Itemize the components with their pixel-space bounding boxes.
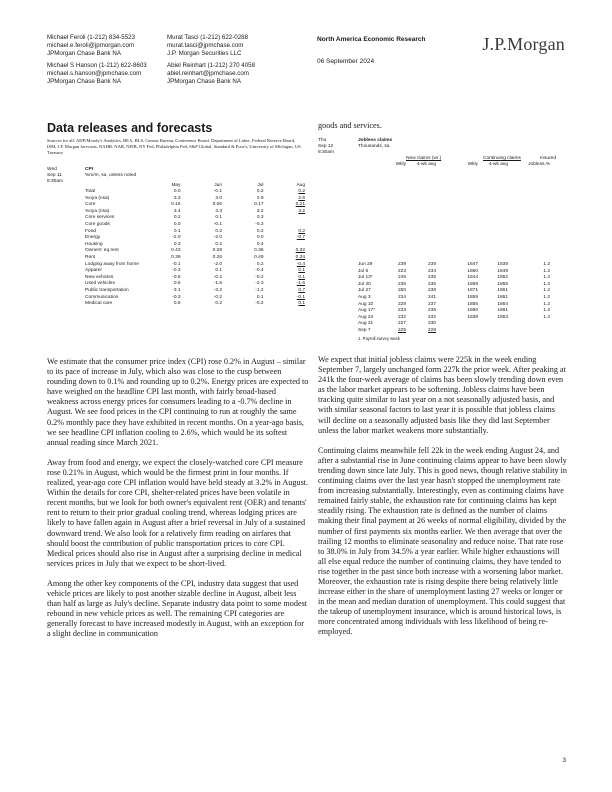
row-label: Total	[85, 189, 96, 194]
table-cell: 1869	[467, 281, 478, 287]
row-label: Communication	[85, 294, 119, 300]
row-label: Aug 3	[358, 294, 371, 300]
table-cell: 1.2	[543, 275, 550, 281]
paragraph: We expect that initial jobless claims were 225k in the week ending September 7, largely unchanged form 227k the prior week. After peaking at 241k the four-week average of claims has been slowly trending down even as the labor market appears to be softening. Jobless claims have been tracking quite similar to last year on a not seasonally adjusted basis, and with similar seasonal factors to last year it is possible that jobless claims will decline on a seasonally adjusted basis like they did last September unless the labor market weakens more substantially.	[318, 355, 566, 435]
table-cell: -0.2	[213, 294, 222, 300]
table-row	[47, 215, 305, 222]
jobless-release-when	[318, 138, 348, 156]
contact-email[interactable]: michael.e.feroli@jpmorgan.com	[47, 42, 135, 49]
table-cell: 3.2	[298, 208, 305, 214]
table-row	[47, 255, 305, 262]
table-cell: 0.16	[171, 202, 181, 208]
table-cell: 1844	[467, 275, 478, 281]
table-cell: 228	[427, 327, 436, 333]
row-label: New vehicles	[85, 274, 114, 280]
contact-org: JPMorgan Chase Bank NA	[167, 78, 241, 85]
group-header-new-claims: New claims (wr.)	[406, 156, 442, 161]
contact-org: JPMorgan Chase Bank NA	[47, 78, 121, 85]
table-cell: -0.7	[296, 235, 305, 241]
table-cell: 1853	[497, 314, 508, 320]
row-label: Sep 7	[358, 327, 371, 333]
table-cell: 230	[427, 321, 436, 327]
table-cell: -1.5	[213, 281, 222, 287]
table-cell: -2.3	[255, 281, 264, 287]
contact-block	[47, 62, 147, 86]
table-cell: -2.0	[213, 235, 222, 241]
contact-name: Abiel Reinhart (1-212) 270 4058	[167, 62, 256, 69]
jobless-subtitle: Thousands, sa	[358, 144, 390, 149]
table-row	[318, 262, 568, 269]
jobless-title: Jobless claims	[358, 138, 393, 143]
table-row	[47, 235, 305, 242]
cpi-col-header: Jun	[214, 183, 222, 188]
row-label: Used vehicles	[85, 281, 115, 287]
cpi-subtitle: %m/m, sa, unless noted	[85, 173, 137, 178]
jobless-claims-table	[318, 138, 568, 341]
table-cell: 3.3	[173, 195, 181, 201]
page-number: 3	[562, 757, 566, 764]
table-cell: 2.6	[298, 195, 305, 201]
table-row	[318, 302, 568, 309]
table-cell: 1.2	[543, 314, 550, 320]
table-cell: 0.2	[256, 228, 264, 234]
contact-name: Murat Tasci (1-212) 622-0288	[167, 34, 249, 41]
table-cell: 223	[397, 268, 406, 274]
table-cell: 0.2	[298, 189, 305, 194]
table-row	[47, 202, 305, 209]
table-cell: 228	[397, 301, 406, 307]
table-cell: 1838	[467, 314, 478, 320]
table-cell: -0.1	[213, 221, 222, 227]
table-cell: 0.2	[215, 241, 222, 247]
release-time: 8:30am	[47, 179, 63, 184]
table-cell: -2.0	[213, 261, 222, 267]
table-cell: 0.2	[256, 189, 264, 194]
table-row	[47, 189, 305, 196]
table-row	[47, 268, 305, 275]
table-row	[47, 222, 305, 229]
table-cell: 0.06	[212, 202, 222, 208]
table-cell: 236	[427, 308, 436, 314]
contact-org: JPMorgan Chase Bank NA	[47, 50, 121, 57]
table-cell: -1.2	[255, 287, 264, 293]
table-cell: 1859	[467, 294, 478, 300]
paragraph: Continuing claims meanwhile fell 22k in the week ending August 24, and after a substantial rise in June continuing claims appear to have been slowly trending down since late July. This is good news, though relative stability in continuing claims over the last year hasn't stopped the unemployment rate from increasing substantially. Interestingly, even as continuing claims have remained fairly stable, the exhaustion rate for continuing claims has kept steadily rising. The exhaustion rate is defined as the number of claims making their final payment at 26 weeks of normal eligibility, divided by the number of first payments six months earlier. We then average that over the trailing 12 months to eliminate seasonality and reduce noise. That rate rose to 38.0% in July from 34.5% a year earlier. While higher exhaustions will all else equal reduce the number of continuing claims, they have tended to rise together in the past since both increase with a worsening labor market. Moreover, the exhaustion rate is rising despite there being relatively little increase either in the share of unemployment lasting 27 weeks or longer or in the mean and median duration of unemployment. This could suggest that the takeup of unemployment insurance, which is around historical lows, is more concentrated among individuals with less likelihood of being re-employed.	[318, 445, 568, 637]
table-cell: 1861	[497, 288, 508, 294]
table-cell: 0.1	[215, 215, 222, 221]
paragraph: We estimate that the consumer price index (CPI) rose 0.2% in August – similar to its pace of increase in July, which also was close to the cusp between rounding down to 0.1% and rounding up to 0.2%. Energy prices are expected to have weighed on the headline CPI last month, with fairly broad-based weakness across energy prices for consumers leading to a -0.7% decline in August. We see food prices in the CPI continuing to run at roughly the same 0.2% monthly pace they have exhibited in recent months. On a year-ago basis, we see headline CPI inflation cooling to 2.6%, which would be its softest annual reading since March 2021.	[47, 357, 309, 447]
cpi-col-header: Aug	[296, 183, 305, 188]
release-date: Sep 11	[47, 173, 62, 178]
table-cell: 234	[427, 268, 436, 274]
row-label: Jul 6	[358, 268, 369, 274]
jpmorgan-logo: J.P.Morgan	[482, 34, 565, 54]
table-cell: -0.4	[296, 261, 305, 267]
contact-block	[167, 62, 255, 86]
table-cell: 3.2	[256, 208, 264, 214]
table-cell	[264, 215, 306, 222]
table-cell: 0.26	[212, 254, 222, 260]
row-label: Aug 24	[358, 314, 374, 320]
table-cell: 239	[397, 262, 406, 267]
row-label: Jun 29	[358, 262, 373, 267]
row-label: Core goods	[85, 221, 110, 227]
table-cell: 0.1	[173, 228, 181, 234]
table-cell: 1.2	[543, 262, 550, 267]
row-label: Apparel	[85, 268, 102, 274]
cpi-title-block	[85, 167, 136, 179]
table-cell: 1.2	[543, 268, 550, 274]
row-label: Lodging away from home	[85, 261, 139, 267]
row-label: Core	[85, 202, 96, 208]
table-cell: 0.21	[295, 202, 305, 208]
row-label: Public transportation	[85, 287, 129, 293]
table-cell: 1861	[497, 308, 508, 314]
table-cell: 0.49	[254, 254, 264, 260]
table-row	[47, 281, 305, 288]
row-label: Jul 13*	[358, 275, 373, 281]
table-cell: 238	[427, 288, 436, 294]
section-title: Data releases and forecasts	[47, 121, 213, 135]
table-row	[318, 282, 568, 289]
table-cell: 1.2	[543, 308, 550, 314]
table-cell: 0.2	[215, 228, 222, 234]
report-date: 06 September 2024	[317, 58, 375, 65]
table-cell: 0.28	[212, 248, 222, 254]
jc-col-header: 4-wk avg	[416, 162, 436, 167]
row-label: Medical care	[85, 301, 113, 307]
table-cell: 0.36	[254, 248, 264, 254]
contact-org: J.P. Morgan Securities LLC	[167, 50, 242, 57]
table-cell: 0.4	[256, 241, 264, 247]
paragraph: Among the other key components of the CPI, industry data suggest that used vehicle prices are likely to post another sizable decline in August, albeit less than half as large as July's decline. Separate industry data point to some modest rebound in new vehicle prices as well. The remaining CPI categories are generally forecast to have increased modestly in August, with an exception for a slight decline in communication	[47, 578, 308, 639]
table-cell: 2.9	[256, 195, 264, 201]
report-title: North America Economic Research	[317, 36, 426, 43]
table-row	[318, 315, 568, 322]
table-cell: -2.0	[172, 235, 181, 241]
contact-name: Michael S Hanson (1-212) 622-8603	[47, 62, 147, 69]
table-cell: -0.5	[172, 274, 181, 280]
row-label: Rent	[85, 254, 96, 260]
table-cell: 0.0	[173, 221, 181, 227]
table-row	[47, 301, 305, 308]
table-cell	[478, 328, 508, 335]
table-cell: 0.32	[295, 248, 305, 254]
group-header-insured: Insured	[540, 156, 556, 161]
table-cell: 1.2	[543, 294, 550, 300]
left-column	[47, 357, 309, 649]
contacts-left	[47, 34, 147, 90]
table-cell	[508, 328, 550, 335]
table-row	[318, 328, 568, 335]
table-cell: 1.2	[543, 288, 550, 294]
jobless-title-block	[358, 138, 392, 150]
table-cell: 239	[427, 262, 436, 267]
release-time: 8:30am	[318, 150, 334, 155]
table-cell: -3.2	[213, 287, 222, 293]
table-cell: 0.6	[173, 281, 181, 287]
table-cell: -0.1	[296, 294, 305, 300]
table-row	[318, 288, 568, 295]
right-column	[318, 355, 568, 648]
table-cell: 233	[397, 308, 406, 314]
table-cell: 232	[397, 314, 406, 320]
table-cell: 1.2	[543, 281, 550, 287]
contact-block	[47, 34, 147, 58]
table-row	[318, 269, 568, 276]
table-cell: 237	[427, 301, 436, 307]
table-cell: 0.2	[173, 215, 181, 221]
row-label: %oya (nsa)	[85, 208, 110, 214]
table-cell: 1849	[497, 268, 508, 274]
table-cell: 234	[397, 294, 406, 300]
contact-email[interactable]: abiel.reinhart@jpmchase.com	[167, 70, 249, 77]
row-label: %oya (nsa)	[85, 195, 110, 201]
jobless-rows	[318, 262, 568, 341]
table-cell: 235	[397, 281, 406, 287]
row-label: Jul 27	[358, 288, 371, 294]
table-cell: 0.17	[254, 202, 264, 208]
table-cell: 0.34	[295, 254, 305, 260]
row-label: Aug 10	[358, 301, 374, 307]
row-label: Aug 17*	[358, 308, 376, 314]
table-row	[47, 248, 305, 255]
contact-email[interactable]: murat.tasci@jpmchase.com	[167, 42, 244, 49]
table-cell: 1860	[467, 308, 478, 314]
table-cell: 1861	[497, 294, 508, 300]
table-cell: 0.7	[298, 287, 305, 293]
row-label: Core services	[85, 215, 115, 221]
right-column-continuation: goods and services.	[318, 121, 382, 130]
row-label: Energy	[85, 235, 101, 241]
table-cell: 3.0	[215, 195, 222, 201]
release-day: Thu	[318, 138, 327, 143]
table-cell: -0.1	[213, 189, 222, 194]
table-cell: -3.1	[172, 287, 181, 293]
table-cell: 0.5	[173, 301, 181, 307]
table-cell: -0.1	[172, 261, 181, 267]
table-cell: 0.0	[256, 235, 264, 241]
table-cell: 1852	[497, 275, 508, 281]
table-row	[318, 321, 568, 328]
row-label: Housing	[85, 241, 103, 247]
table-cell: 235	[427, 275, 436, 281]
table-cell: -0.3	[172, 268, 181, 274]
table-cell: 0.1	[215, 268, 222, 274]
table-cell: -0.2	[255, 301, 264, 307]
table-cell: 0.2	[215, 301, 222, 307]
table-cell: -0.3	[172, 294, 181, 300]
table-cell: 245	[397, 275, 406, 281]
contact-name: Michael Feroli (1-212) 834-5523	[47, 34, 136, 41]
cpi-rows	[47, 189, 305, 308]
jc-col-header: 4-wk avg	[488, 162, 508, 167]
cpi-title: CPI	[85, 167, 93, 172]
table-cell: 0.1	[298, 268, 305, 274]
page-header	[47, 34, 565, 96]
table-cell: -1.6	[296, 281, 305, 287]
table-row	[318, 275, 568, 282]
table-cell: 0.1	[256, 294, 264, 300]
table-cell: 0.2	[256, 261, 264, 267]
table-cell: 3.3	[215, 208, 222, 214]
table-cell: 236	[427, 281, 436, 287]
table-cell: 1871	[467, 288, 478, 294]
row-label: Owners' eq.rent	[85, 248, 119, 254]
table-cell: 1855	[497, 281, 508, 287]
release-date: Sep 12	[318, 144, 334, 149]
table-cell: 232	[427, 314, 436, 320]
table-cell: -0.2	[255, 274, 264, 280]
table-cell: 1860	[467, 268, 478, 274]
table-cell: 1864	[497, 301, 508, 307]
sources-note: Sources for all: ADP/Moody's Analytics, BEA, BLS, Census Bureau, Conference Board, Department of Labor, Federal Reserve Board, ISM, J.P. Morgan forecasts, NAHB, NAR, NFIB, NY Fed, Philadelphia Fed, S&P Global, Standard & Poor's, University of Michigan, US Treasury	[47, 138, 301, 155]
table-footnote: 1. Payroll survey week	[358, 335, 400, 341]
table-cell	[478, 321, 508, 328]
contact-block	[167, 34, 255, 58]
contact-email[interactable]: michael.s.hanson@jpmchase.com	[47, 70, 142, 77]
table-cell: 241	[427, 294, 436, 300]
report-info	[317, 36, 426, 66]
table-cell: 225	[397, 327, 406, 333]
paragraph: Away from food and energy, we expect the closely-watched core CPI measure rose 0.21% in August, which would be the firmest print in four months. If realized, year-ago core CPI inflation would have held steady at 3.2% in August. Within the details for core CPI, shelter-related prices have been volatile in recent months, but we look for both owner's equivalent rent (OER) and tenants' rent to return to their prior gradual cooling trend, whereas lodging prices are likely to have fallen again in August after a brief reversal in July of a sustained downward trend. We also look for a relatively firm reading on airfares that should boost the contribution of public transportation prices to core CPI. Medical prices should also rise in August after a surprising decline in medical services prices in July that we expect to be short-lived.	[47, 457, 309, 568]
table-cell: 0.43	[171, 248, 181, 254]
table-cell: 250	[397, 288, 406, 294]
table-row	[47, 288, 305, 295]
table-cell: 0.3	[173, 241, 181, 247]
table-cell	[264, 222, 306, 229]
table-cell: 0.1	[298, 301, 305, 307]
table-cell	[436, 321, 478, 328]
group-header-continuing: Continuing claims	[483, 156, 521, 161]
table-cell: 0.0	[173, 189, 181, 194]
table-cell: 1847	[467, 262, 478, 267]
table-cell: 0.2	[298, 228, 305, 234]
table-row	[318, 308, 568, 315]
table-cell: 3.4	[173, 208, 181, 214]
jobless-header	[318, 138, 568, 158]
table-cell	[508, 321, 550, 328]
row-label: Jul 20	[358, 281, 371, 287]
table-cell	[436, 328, 478, 335]
cpi-col-header: Jul	[257, 183, 264, 188]
table-cell: 0.3	[256, 215, 264, 221]
jc-col-header: Wkly	[395, 162, 406, 167]
table-cell: 0.39	[171, 254, 181, 260]
contacts-right	[167, 34, 255, 90]
table-cell: -0.3	[255, 221, 264, 227]
table-cell: -0.4	[255, 268, 264, 274]
row-label: Aug 31	[358, 321, 374, 327]
table-cell: 1.2	[543, 301, 550, 307]
table-cell: 1839	[497, 262, 508, 267]
jobless-column-headers	[318, 162, 568, 169]
table-cell: 0.1	[298, 274, 305, 280]
table-cell: 1855	[467, 301, 478, 307]
row-label: Food	[85, 228, 96, 234]
table-row	[318, 295, 568, 302]
jc-col-header: Wkly	[467, 162, 478, 167]
table-cell: -0.2	[213, 274, 222, 280]
table-cell: 227	[397, 321, 406, 327]
release-day: Wed	[47, 167, 57, 172]
jc-col-header: Jobless,%	[528, 162, 550, 167]
cpi-col-header: May	[171, 183, 181, 188]
